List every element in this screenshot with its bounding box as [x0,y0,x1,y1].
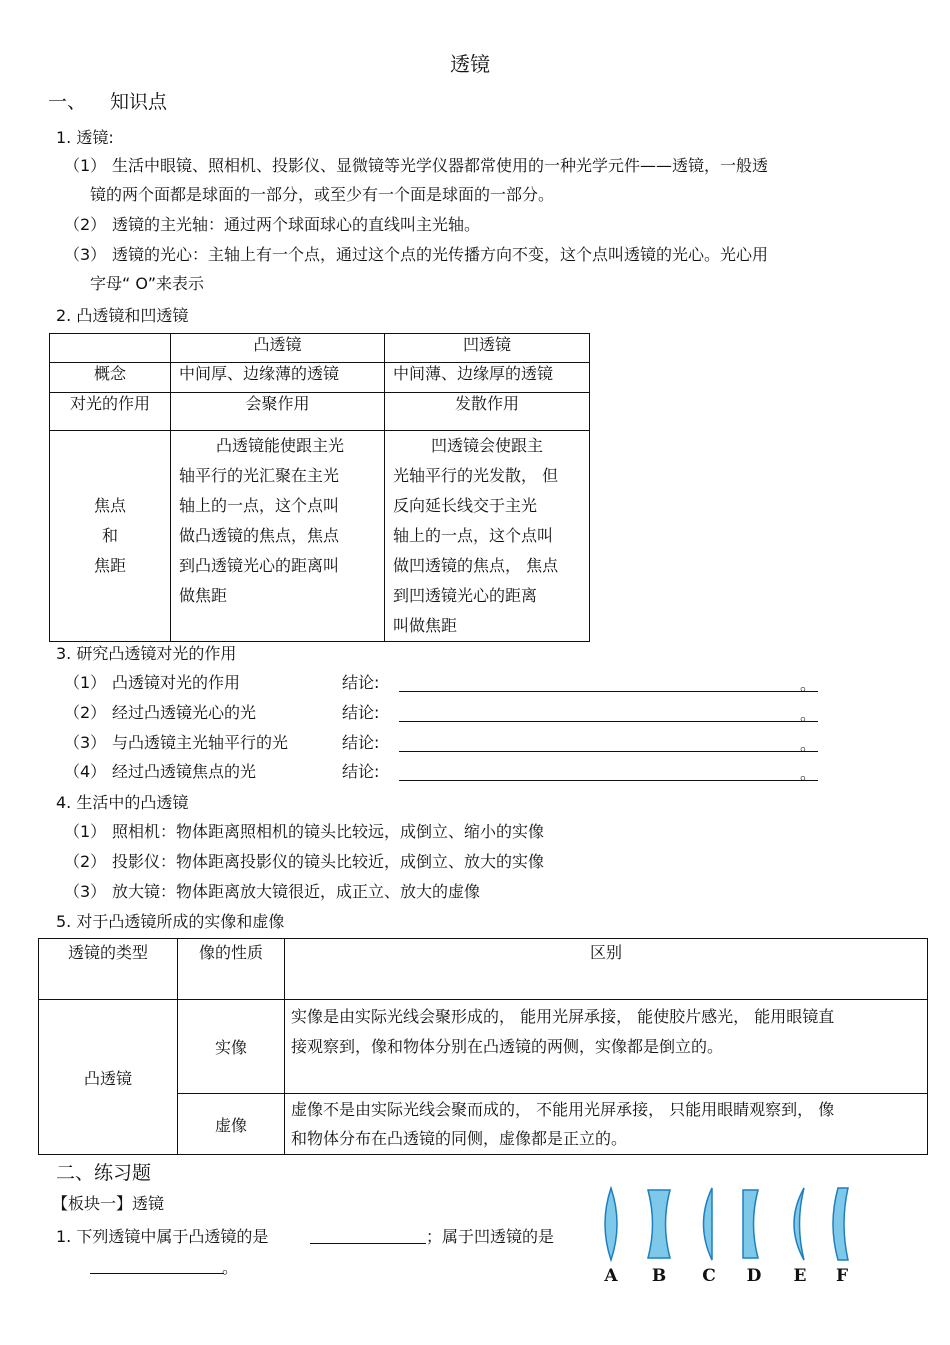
p3-item2-end-mark: 。 [800,705,817,724]
p3-item3-number: （3） [64,733,107,752]
p3-item2-number: （2） [64,703,107,722]
lens-label-a: A [604,1266,618,1286]
concave-focus-line: 轴上的一点，这个点叫 [393,526,554,545]
block1-title: 【板块一】透镜 [52,1194,165,1213]
p4-item3-text: 放大镜：物体距离放大镜很近，成正立、放大的虚像 [112,882,481,901]
q1-end-mark: 。 [222,1258,239,1277]
p4-item2-number: （2） [64,852,107,871]
header-convex: 凸透镜 [171,334,385,363]
lens-f-meniscus-concave-icon [833,1188,848,1260]
p3-item3-answer-blank[interactable] [399,733,818,752]
p3-item3-end-mark: 。 [800,735,817,754]
focus-label-line: 焦距 [93,556,126,575]
row-concept-concave: 中间薄、边缘厚的透镜 [385,363,590,393]
convex-focus-line: 轴平行的光汇聚在主光 [179,466,340,485]
virtual-image-description [285,1094,928,1155]
p3-item2-conclusion-label: 结论: [342,703,380,722]
p2-heading: 2. 凸透镜和凹透镜 [56,306,189,325]
lens-label-d: D [746,1266,762,1286]
p4-item2-text: 投影仪：物体距离投影仪的镜头比较近，成倒立、放大的实像 [112,852,545,871]
header-lens-type: 透镜的类型 [39,939,178,1000]
p1-item3-number: （3） [64,245,107,264]
section1-number: 一、 [48,91,87,113]
p3-item2-text: 经过凸透镜光心的光 [112,703,257,722]
concave-focus-line: 叫做焦距 [393,616,458,635]
p1-item3-line1: 透镜的光心：主轴上有一个点，通过这个点的光传播方向不变，这个点叫透镜的光心。光心用 [112,245,769,264]
virtual-image-line: 和物体分布在凸透镜的同侧，虚像都是正立的。 [291,1129,628,1148]
lens-label-b: B [651,1266,667,1286]
p3-item4-conclusion-label: 结论: [342,762,380,781]
row-effect-convex: 会聚作用 [171,393,385,431]
section2-title: 二、练习题 [56,1162,152,1184]
p1-heading: 1. 透镜: [56,128,114,147]
convex-focus-line: 做焦距 [179,586,228,605]
p3-item1-text: 凸透镜对光的作用 [112,673,241,692]
lens-c-planoconvex-icon [704,1188,713,1260]
concave-focus-line: 凹透镜会使跟主 [431,436,544,455]
lens-e-meniscus-convex-icon [794,1188,804,1260]
header-image-nature: 像的性质 [178,939,285,1000]
p5-heading: 5. 对于凸透镜所成的实像和虚像 [56,912,285,931]
p3-item1-answer-blank[interactable] [399,673,818,692]
row-focus-label [50,431,171,642]
convex-focus-line: 做凸透镜的焦点，焦点 [179,526,340,545]
p1-item2-line1: 透镜的主光轴：通过两个球面球心的直线叫主光轴。 [112,215,481,234]
p4-item1-number: （1） [64,822,107,841]
concave-focus-line: 光轴平行的光发散， 但 [393,466,559,485]
lens-figure [592,1184,854,1264]
p1-item2-number: （2） [64,215,107,234]
page-title: 透镜 [450,52,490,76]
real-image-label: 实像 [178,1000,285,1094]
real-image-line: 接观察到，像和物体分别在凸透镜的两侧，实像都是倒立的。 [291,1037,724,1056]
lens-b-biconcave-icon [648,1190,670,1258]
header-difference: 区别 [285,939,928,1000]
row-effect-concave: 发散作用 [385,393,590,431]
p3-item4-answer-blank[interactable] [399,762,818,781]
p3-heading: 3. 研究凸透镜对光的作用 [56,644,237,663]
row-concept-convex: 中间厚、边缘薄的透镜 [171,363,385,393]
lens-label-c: C [702,1266,716,1286]
concave-focus-line: 做凹透镜的焦点， 焦点 [393,556,559,575]
image-comparison-table [38,938,928,1155]
focus-label-line: 和 [101,526,118,545]
q1-concave-answer-blank[interactable] [90,1255,224,1274]
p1-item1-line2: 镜的两个面都是球面的一部分，或至少有一个面是球面的一部分。 [90,185,555,204]
focus-label-line: 焦点 [93,496,126,515]
p1-item1-number: （1） [64,156,107,175]
section1-title: 知识点 [110,91,168,113]
real-image-description [285,1000,928,1094]
row-concept-label: 概念 [50,363,171,393]
lens-label-e: E [793,1266,807,1286]
real-image-line: 实像是由实际光线会聚形成的， 能用光屏承接， 能使胶片感光， 能用眼镜直 [291,1007,835,1026]
header-concave: 凹透镜 [385,334,590,363]
p3-item1-number: （1） [64,673,107,692]
row-focus-concave [385,431,590,642]
concave-focus-line: 到凹透镜光心的距离 [393,586,538,605]
p3-item4-text: 经过凸透镜焦点的光 [112,762,257,781]
table-corner [50,334,171,363]
p4-item3-number: （3） [64,882,107,901]
row-focus-convex [171,431,385,642]
lens-comparison-table [49,333,590,642]
convex-focus-line: 到凸透镜光心的距离叫 [179,556,340,575]
virtual-image-label: 虚像 [178,1094,285,1155]
p4-heading: 4. 生活中的凸透镜 [56,793,189,812]
p3-item1-conclusion-label: 结论: [342,673,380,692]
concave-focus-line: 反向延长线交于主光 [393,496,538,515]
lens-type-convex: 凸透镜 [39,1000,178,1155]
q1-convex-answer-blank[interactable] [310,1225,426,1244]
p3-item4-number: （4） [64,762,107,781]
p3-item3-text: 与凸透镜主光轴平行的光 [112,733,289,752]
q1-text-b: ；属于凹透镜的是 [426,1227,555,1246]
lens-a-biconvex-icon [605,1188,617,1260]
p4-item1-text: 照相机：物体距离照相机的镜头比较远，成倒立、缩小的实像 [112,822,545,841]
p3-item4-end-mark: 。 [800,764,817,783]
virtual-image-line: 虚像不是由实际光线会聚而成的， 不能用光屏承接， 只能用眼睛观察到， 像 [291,1100,835,1119]
p3-item1-end-mark: 。 [800,675,817,694]
convex-focus-line: 轴上的一点，这个点叫 [179,496,340,515]
p1-item1-line1: 生活中眼镜、照相机、投影仪、显微镜等光学仪器都常使用的一种光学元件——透镜，一般透 [112,156,769,175]
lens-label-f: F [835,1266,849,1286]
p1-item3-line2: 字母“ O”来表示 [90,274,204,293]
p3-item2-answer-blank[interactable] [399,703,818,722]
q1-text-a: 1. 下列透镜中属于凸透镜的是 [56,1227,269,1246]
p3-item3-conclusion-label: 结论: [342,733,380,752]
convex-focus-line: 凸透镜能使跟主光 [216,436,345,455]
row-effect-label: 对光的作用 [50,393,171,431]
lens-d-planoconcave-icon [743,1190,758,1258]
